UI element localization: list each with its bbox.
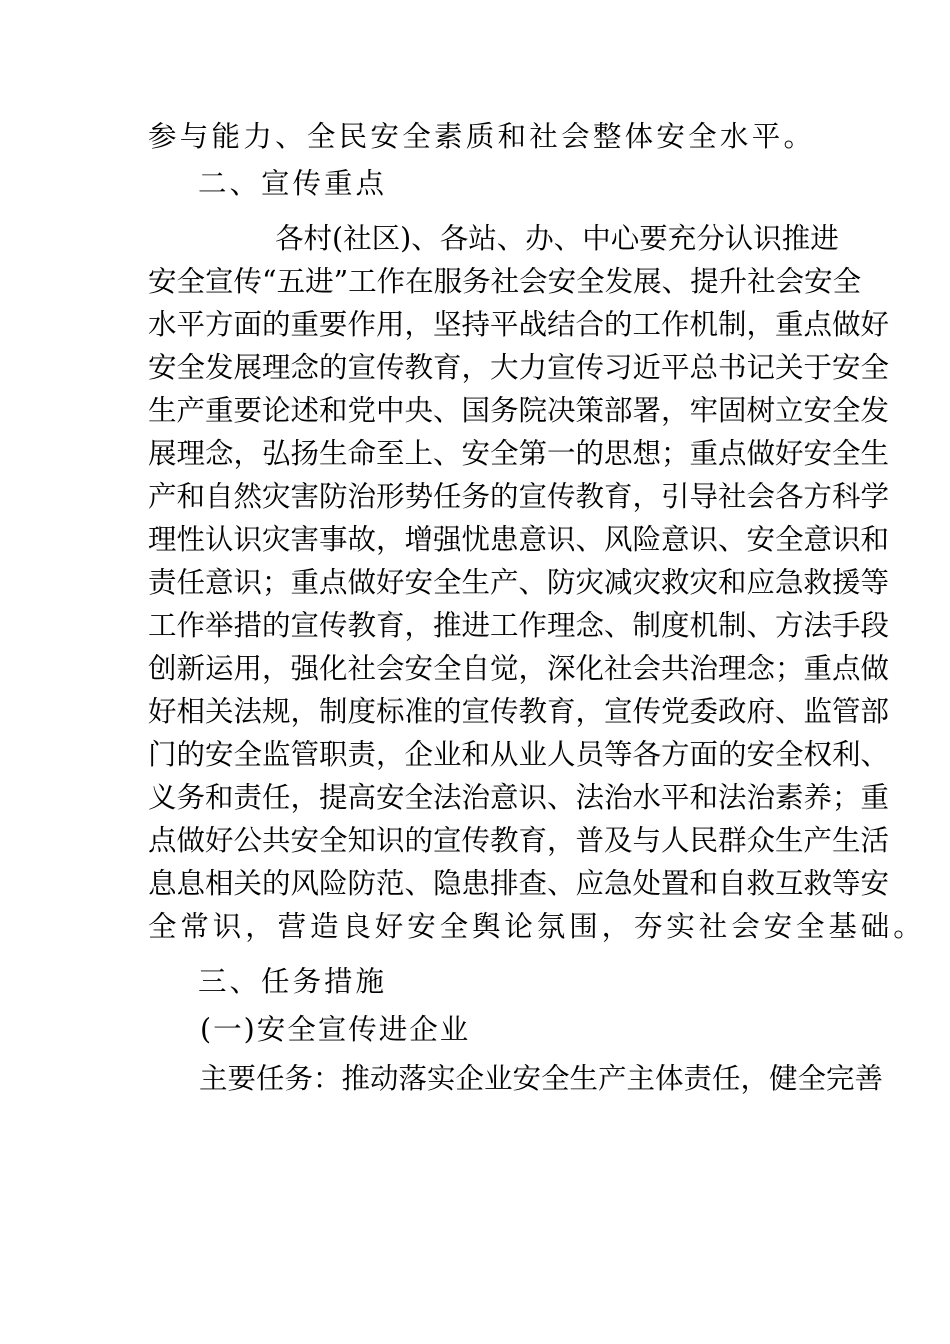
section3-heading: 三、任务措施 (198, 965, 388, 998)
paragraph-line: 安全发展理念的宣传教育，大力宣传习近平总书记关于安全 (148, 351, 890, 384)
section2-heading: 二、宣传重点 (198, 167, 388, 200)
paragraph-line: 产和自然灾害防治形势任务的宣传教育，引导社会各方科学 (148, 480, 890, 513)
paragraph-line: 工作举措的宣传教育，推进工作理念、制度机制、方法手段 (148, 609, 890, 642)
paragraph-line: 理性认识灾害事故，增强忧患意识、风险意识、安全意识和 (148, 523, 890, 556)
intro-tail-line: 参与能力、全民安全素质和社会整体安全水平。 (148, 120, 812, 153)
paragraph-line: 门的安全监管职责，企业和从业人员等各方面的安全权利、 (148, 738, 890, 771)
paragraph-line: 责任意识；重点做好安全生产、防灾减灾救灾和应急救援等 (148, 566, 890, 599)
paragraph-line: 息息相关的风险防范、隐患排查、应急处置和自救互救等安 (148, 867, 890, 900)
paragraph-line: 点做好公共安全知识的宣传教育，普及与人民群众生产生活 (148, 824, 890, 857)
task-line: 主要任务：推动落实企业安全生产主体责任，健全完善 (199, 1062, 884, 1095)
section3-subheading: (一)安全宣传进企业 (200, 1013, 471, 1046)
paragraph-line: 生产重要论述和党中央、国务院决策部署，牢固树立安全发 (148, 394, 890, 427)
paragraph-line: 创新运用，强化社会安全自觉，深化社会共治理念；重点做 (148, 652, 890, 685)
paragraph-line: 好相关法规，制度标准的宣传教育，宣传党委政府、监管部 (148, 695, 890, 728)
paragraph-line: 全常识，营造良好安全舆论氛围，夯实社会安全基础。 (148, 910, 926, 943)
paragraph-line: 义务和责任，提高安全法治意识、法治水平和法治素养；重 (148, 781, 890, 814)
paragraph-line: 安全宣传“五进”工作在服务社会安全发展、提升社会安全 (148, 265, 862, 298)
paragraph-line: 展理念，弘扬生命至上、安全第一的思想；重点做好安全生 (148, 437, 890, 470)
paragraph-line: 各村(社区)、各站、办、中心要充分认识推进 (275, 222, 839, 255)
paragraph-line: 水平方面的重要作用，坚持平战结合的工作机制，重点做好 (148, 308, 890, 341)
